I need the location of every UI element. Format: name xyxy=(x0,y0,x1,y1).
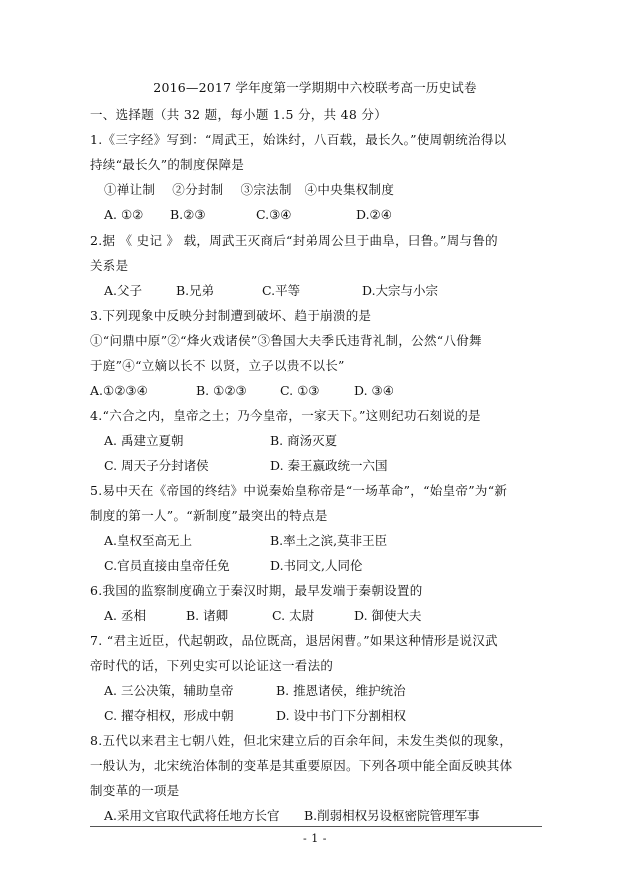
q2-options xyxy=(0,282,630,300)
q6-option-a: A. 丞相 xyxy=(104,608,146,623)
q1-stem-line-2: 持续“最长久”的制度保障是 xyxy=(90,157,245,172)
q3-stem-line-1: 3.下列现象中反映分封制遭到破坏、趋于崩溃的是 xyxy=(90,308,372,323)
q3-stem-line-2: ①“问鼎中原”②“烽火戏诸侯”③鲁国大夫季氏违背礼制，公然“八佾舞 xyxy=(90,333,482,348)
q3-option-d: D. ③④ xyxy=(354,383,394,398)
q5-option-a: A.皇权至高无上 xyxy=(104,533,193,548)
q5-options-row-1 xyxy=(0,532,630,550)
q8-option-b: B.削弱相权另设枢密院管理军事 xyxy=(304,808,480,823)
q6-option-c: C. 太尉 xyxy=(272,608,315,623)
q4-option-c: C. 周天子分封诸侯 xyxy=(104,458,209,473)
q7-options-row-2 xyxy=(0,707,630,725)
q3-option-a: A.①②③④ xyxy=(90,383,148,398)
page-number: - 1 - xyxy=(303,832,327,845)
q6-stem-line-1: 6.我国的监察制度确立于秦汉时期，最早发端于秦朝设置的 xyxy=(90,583,423,598)
footer-divider xyxy=(90,826,542,827)
q3-option-b: B. ①②③ xyxy=(196,383,247,398)
q7-option-a: A. 三公决策，辅助皇帝 xyxy=(104,683,234,698)
q3-option-c: C. ①③ xyxy=(280,383,320,398)
q7-stem-line-2: 帝时代的话，下列史实可以论证这一看法的 xyxy=(90,658,334,673)
q8-stem-line-1: 8.五代以来君主七朝八姓，但北宋建立后的百余年间，未发生类似的现象， xyxy=(90,733,513,748)
q1-option-a: A. ①② xyxy=(104,207,144,222)
q4-stem-line-1: 4.“六合之内，皇帝之土；乃今皇帝，一家天下。”这则纪功石刻说的是 xyxy=(90,408,481,423)
q1-option-d: D.②④ xyxy=(356,207,392,222)
q3-options xyxy=(0,382,630,400)
q8-options-row-1 xyxy=(0,807,630,825)
section-heading: 一、选择题（共 32 题，每小题 1.5 分，共 48 分） xyxy=(90,107,388,122)
q2-option-c: C.平等 xyxy=(262,283,301,298)
q7-stem-line-1: 7. “君主近臣，代起朝政，品位既高，退居闲曹。”如果这种情形是说汉武 xyxy=(90,633,498,648)
q6-option-d: D. 御使大夫 xyxy=(354,608,422,623)
q1-option-c: C.③④ xyxy=(256,207,292,222)
exam-title: 2016—2017 学年度第一学期期中六校联考高一历史试卷 xyxy=(153,80,477,95)
q1-options xyxy=(0,206,630,224)
q8-stem-line-3: 制变革的一项是 xyxy=(90,783,180,798)
q8-stem-line-2: 一般认为，北宋统治体制的变革是其重要原因。下列各项中能全面反映其体 xyxy=(90,758,513,773)
q6-option-b: B. 诸卿 xyxy=(186,608,229,623)
q4-options-row-1 xyxy=(0,432,630,450)
q2-stem-line-2: 关系是 xyxy=(90,258,129,273)
q2-option-d: D.大宗与小宗 xyxy=(362,283,439,298)
q5-option-b: B.率土之滨,莫非王臣 xyxy=(270,533,388,548)
q6-options xyxy=(0,607,630,625)
q5-stem-line-2: 制度的第一人”。“新制度”最突出的特点是 xyxy=(90,508,328,523)
q4-option-b: B. 商汤灭夏 xyxy=(270,433,338,448)
q5-options-row-2 xyxy=(0,557,630,575)
q4-option-d: D. 秦王嬴政统一六国 xyxy=(270,458,388,473)
q8-option-a: A.采用文官取代武将任地方长官 xyxy=(104,808,280,823)
q5-option-d: D.书同文,人同伦 xyxy=(270,558,363,573)
q7-option-d: D. 设中书门下分割相权 xyxy=(276,708,407,723)
q5-option-c: C.官员直接由皇帝任免 xyxy=(104,558,230,573)
q1-option-b: B.②③ xyxy=(170,207,206,222)
q2-option-b: B.兄弟 xyxy=(176,283,215,298)
q2-stem-line-1: 2.据 《 史记 》 载，周武王灭商后“封弟周公旦于曲阜，曰鲁。”周与鲁的 xyxy=(90,233,498,248)
q7-option-b: B. 推恩诸侯，维护统治 xyxy=(276,683,406,698)
q5-stem-line-1: 5.易中天在《帝国的终结》中说秦始皇称帝是“一场革命”，“始皇帝”为“新 xyxy=(90,483,508,498)
q1-items: ①禅让制 ②分封制 ③宗法制 ④中央集权制度 xyxy=(104,182,395,197)
q7-options-row-1 xyxy=(0,682,630,700)
q4-option-a: A. 禹建立夏朝 xyxy=(104,433,184,448)
q7-option-c: C. 擢夺相权，形成中朝 xyxy=(104,708,234,723)
q1-stem-line-1: 1.《三字经》写到：“周武王，始诛纣，八百载，最长久。”使周朝统治得以 xyxy=(90,132,507,147)
q4-options-row-2 xyxy=(0,457,630,475)
q3-stem-line-3: 于庭”④“立嫡以长不 以贤，立子以贵不以长” xyxy=(90,358,345,373)
q2-option-a: A.父子 xyxy=(104,283,143,298)
